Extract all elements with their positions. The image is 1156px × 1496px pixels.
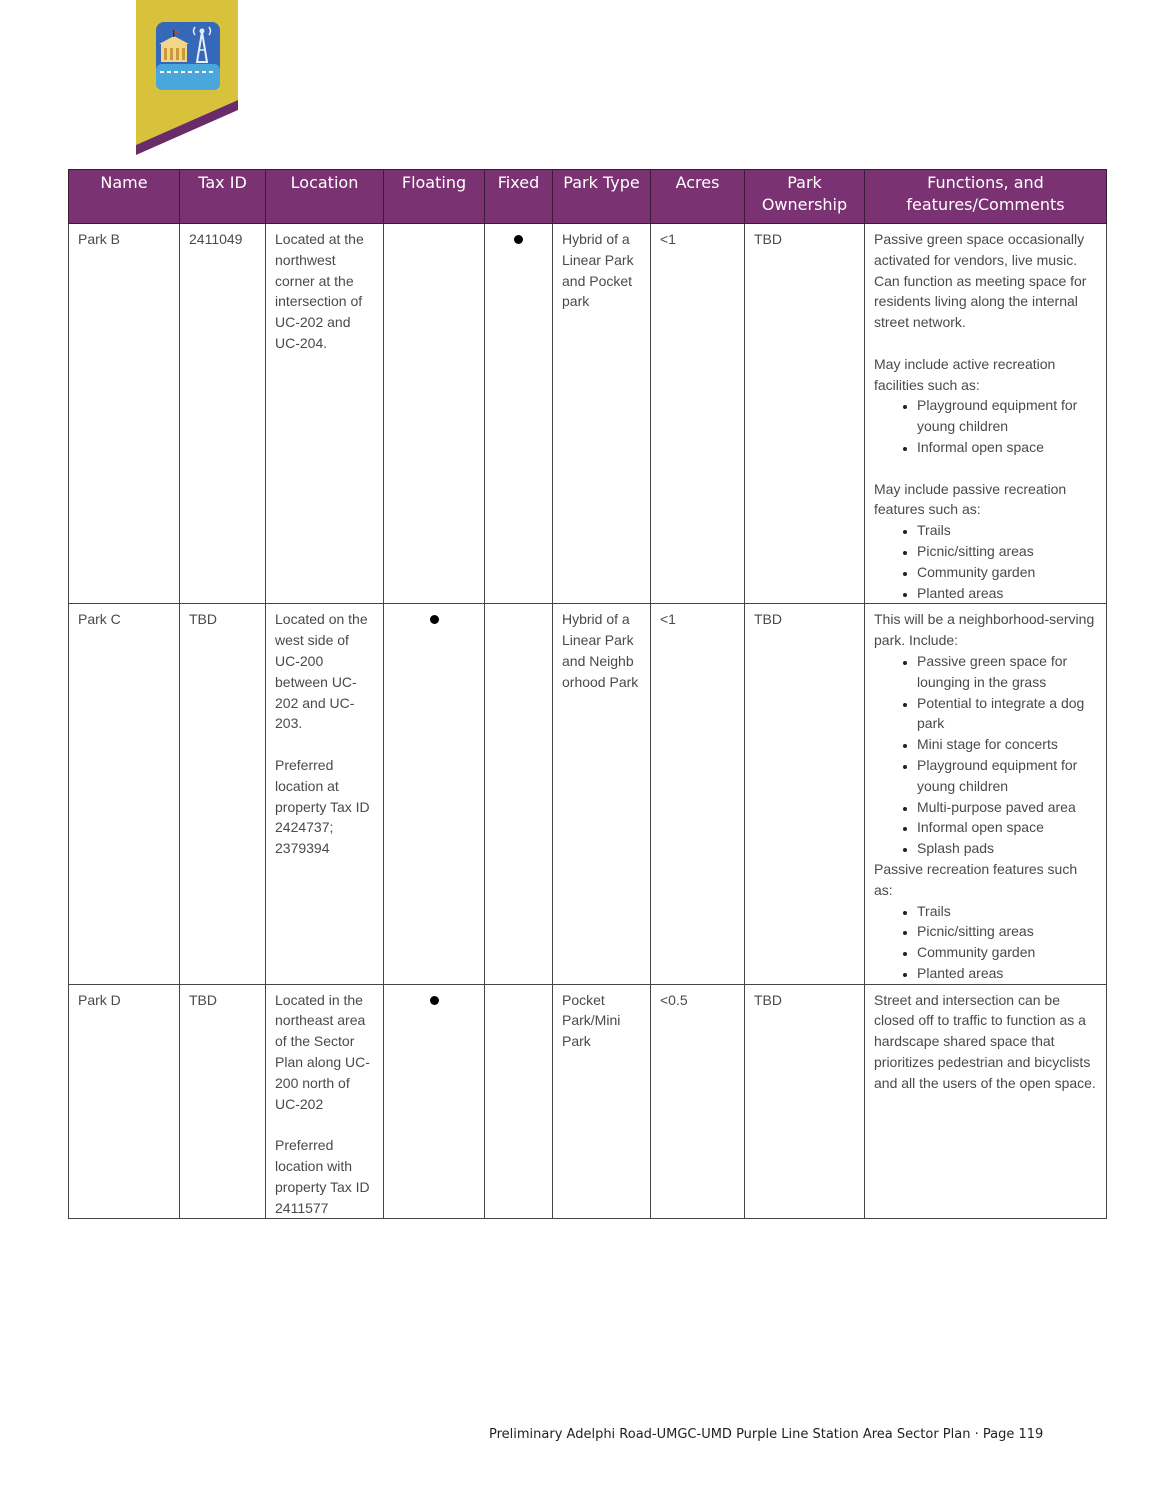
list-item: • Informal open space	[917, 437, 1097, 458]
location-text: Located in the northeast area of the Sector Plan along UC-200 north of UC-202	[275, 991, 370, 1112]
tax-id: 2411049	[180, 224, 266, 604]
list-item: • Trails	[917, 901, 1097, 922]
list-item: • Planted areas	[917, 963, 1097, 984]
header-name: Name	[69, 170, 180, 224]
comments-intro: Street and intersection can be closed off to traffic to function as a hardscape shared space that prioritizes pedestrian and bicyclists and all the users of the open space.	[874, 991, 1096, 1091]
parks-table	[68, 169, 1107, 1219]
header-location: Location	[266, 170, 384, 224]
comments	[865, 984, 1107, 1219]
park-name: Park B	[69, 224, 180, 604]
passive-recreation-label: May include passive recreation features such as:	[874, 480, 1067, 518]
list-item: • Picnic/sitting areas	[917, 541, 1097, 562]
tax-id: TBD	[180, 984, 266, 1219]
location	[266, 224, 384, 604]
passive-recreation-list	[874, 520, 1097, 603]
acres: <1	[651, 604, 745, 984]
floating-bullet-icon	[430, 615, 439, 624]
header-acres: Acres	[651, 170, 745, 224]
park-type: Pocket Park/Mini Park	[553, 984, 651, 1219]
acres: <0.5	[651, 984, 745, 1219]
ownership: TBD	[745, 604, 865, 984]
location	[266, 604, 384, 984]
list-item: • Potential to integrate a dog park	[917, 693, 1097, 735]
preferred-location-text: Preferred location with property Tax ID 2411577	[275, 1137, 370, 1216]
passive-recreation-list	[874, 901, 1097, 984]
fixed-bullet-icon	[514, 235, 523, 244]
floating-cell	[384, 604, 485, 984]
list-item: • Planted areas	[917, 583, 1097, 604]
comments-intro: Passive green space occasionally activated for vendors, live music. Can function as meeting space for residents living along the internal street network.	[874, 231, 1087, 331]
header-tax-id: Tax ID	[180, 170, 266, 224]
ownership: TBD	[745, 984, 865, 1219]
ownership: TBD	[745, 224, 865, 604]
list-item: • Informal open space	[917, 817, 1097, 838]
comments-intro: This will be a neighborhood-serving park. Include:	[874, 611, 1095, 649]
location-text: Located at the northwest corner at the intersection of UC-202 and UC-204.	[275, 231, 364, 351]
header-park-type: Park Type	[553, 170, 651, 224]
location-text: Located on the west side of UC-200 between UC-202 and UC-203.	[275, 611, 368, 732]
logo-banner	[136, 0, 238, 156]
city-hall-and-radio-tower-icon	[136, 0, 238, 156]
header-fixed: Fixed	[485, 170, 553, 224]
floating-cell	[384, 224, 485, 604]
preferred-location-text: Preferred location at property Tax ID 2424737; 2379394	[275, 756, 370, 857]
park-name: Park C	[69, 604, 180, 984]
list-item: • Trails	[917, 520, 1097, 541]
table-row	[69, 224, 1107, 604]
list-item: • Multi-purpose paved area	[917, 797, 1097, 818]
page-footer: Preliminary Adelphi Road-UMGC-UMD Purple Line Station Area Sector Plan · Page 119	[489, 1427, 1044, 1442]
floating-cell	[384, 984, 485, 1219]
list-item: • Playground equipment for young children	[917, 755, 1097, 797]
list-item: • Community garden	[917, 562, 1097, 583]
fixed-cell	[485, 984, 553, 1219]
floating-bullet-icon	[430, 996, 439, 1005]
park-type: Hybrid of a Linear Park and Pocket park	[553, 224, 651, 604]
list-item: • Mini stage for concerts	[917, 734, 1097, 755]
list-item: • Passive green space for lounging in the grass	[917, 651, 1097, 693]
table-header-row	[69, 170, 1107, 224]
list-item: • Community garden	[917, 942, 1097, 963]
active-recreation-list	[874, 395, 1097, 457]
comments	[865, 224, 1107, 604]
park-name: Park D	[69, 984, 180, 1219]
table-row	[69, 604, 1107, 984]
table-row	[69, 984, 1107, 1219]
list-item: • Splash pads	[917, 838, 1097, 859]
active-recreation-label: May include active recreation facilities such as:	[874, 355, 1056, 393]
fixed-cell	[485, 604, 553, 984]
header-park-ownership: Park Ownership	[745, 170, 865, 224]
list-item: • Picnic/sitting areas	[917, 921, 1097, 942]
passive-recreation-label: Passive recreation features such as:	[874, 860, 1078, 898]
tax-id: TBD	[180, 604, 266, 984]
list-item: • Playground equipment for young children	[917, 395, 1097, 437]
header-functions-comments: Functions, and features/Comments	[865, 170, 1107, 224]
location	[266, 984, 384, 1219]
acres: <1	[651, 224, 745, 604]
park-type: Hybrid of a Linear Park and Neighborhood Park	[553, 604, 651, 984]
fixed-cell	[485, 224, 553, 604]
header-floating: Floating	[384, 170, 485, 224]
features-list	[874, 651, 1097, 859]
comments	[865, 604, 1107, 984]
